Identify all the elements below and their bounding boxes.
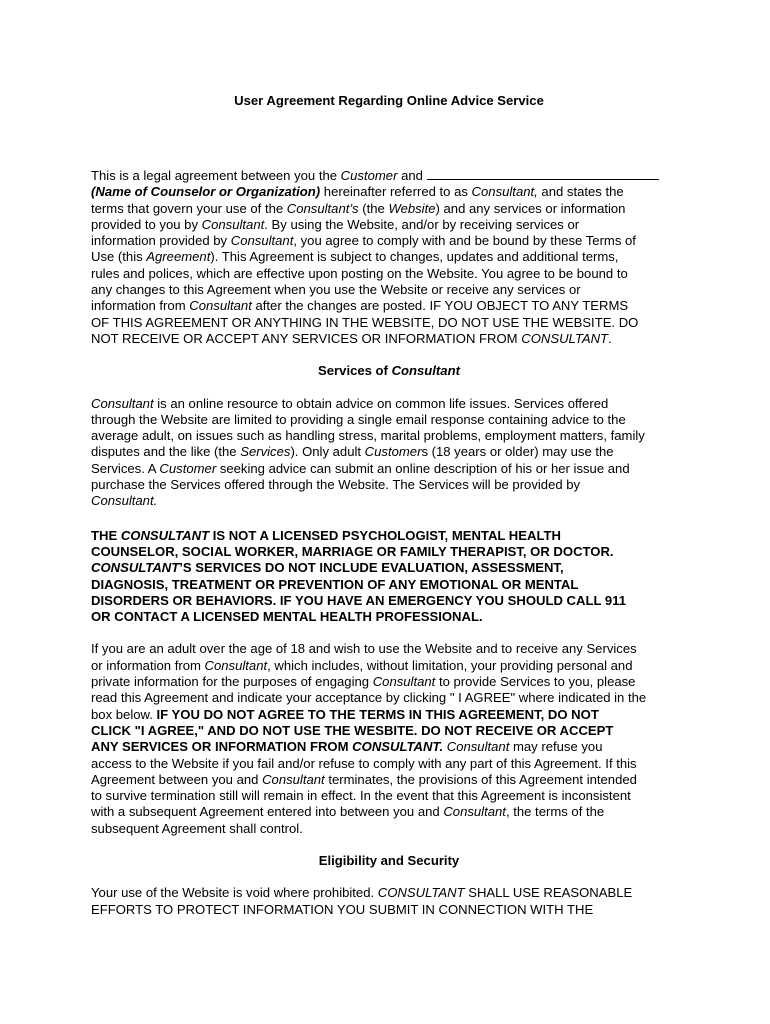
text-line: provided to you by Consultant. By using the Website, and/or by receiving services or xyxy=(91,216,580,232)
text-line: read this Agreement and indicate your acceptance by clicking " I AGREE" where indicated in the xyxy=(91,690,647,706)
eligibility-paragraph xyxy=(91,885,687,918)
text-line: This is a legal agreement between you the Customer and xyxy=(91,166,687,184)
text-line: Consultant is an online resource to obtain advice on common life issues. Services offered xyxy=(91,395,609,411)
text-line: with a subsequent Agreement entered into between you and Consultant, the terms of the xyxy=(91,804,605,820)
text-line: DISORDERS OR BEHAVIORS. IF YOU HAVE AN EMERGENCY YOU SHOULD CALL 911 xyxy=(91,592,626,608)
text-line: terms that govern your use of the Consultant’s (the Website) and any services or information xyxy=(91,200,626,216)
text-line: If you are an adult over the age of 18 and wish to use the Website and to receive any Services xyxy=(91,641,637,657)
adult-acceptance-paragraph xyxy=(91,641,687,837)
counselor-name-blank xyxy=(427,166,659,180)
text-line: CONSULTANT’S SERVICES DO NOT INCLUDE EVALUATION, ASSESSMENT, xyxy=(91,560,564,576)
text-line: DIAGNOSIS, TREATMENT OR PREVENTION OF ANY EMOTIONAL OR MENTAL xyxy=(91,576,579,592)
document-page xyxy=(91,92,687,918)
text-line: any changes to this Agreement when you use the Website or receive any services or xyxy=(91,282,581,298)
text-line: OR CONTACT A LICENSED MENTAL HEALTH PROFESSIONAL. xyxy=(91,609,483,625)
text-line: NOT RECEIVE OR ACCEPT ANY SERVICES OR INFORMATION FROM CONSULTANT. xyxy=(91,330,612,346)
text-line: (Name of Counselor or Organization) hereinafter referred to as Consultant, and states the xyxy=(91,184,624,200)
services-paragraph xyxy=(91,396,687,510)
services-heading: Services of Consultant xyxy=(318,363,460,379)
text-line: ANY SERVICES OR INFORMATION FROM CONSULTANT. Consultant may refuse you xyxy=(91,739,603,755)
eligibility-heading: Eligibility and Security xyxy=(318,852,460,868)
text-line: OF THIS AGREEMENT OR ANYTHING IN THE WEBSITE, DO NOT USE THE WEBSITE. DO xyxy=(91,314,639,330)
warning-paragraph xyxy=(91,528,687,626)
text-line: CLICK "I AGREE," AND DO NOT USE THE WESBITE. DO NOT RECEIVE OR ACCEPT xyxy=(91,722,614,738)
text-line: Use (this Agreement). This Agreement is subject to changes, updates and additional terms, xyxy=(91,249,619,265)
text-line: COUNSELOR, SOCIAL WORKER, MARRIAGE OR FAMILY THERAPIST, OR DOCTOR. xyxy=(91,543,614,559)
text-line: private information for the purposes of engaging Consultant to provide Services to you, please xyxy=(91,674,636,690)
text-line: THE CONSULTANT IS NOT A LICENSED PSYCHOLOGIST, MENTAL HEALTH xyxy=(91,527,561,543)
text-line: EFFORTS TO PROTECT INFORMATION YOU SUBMIT IN CONNECTION WITH THE xyxy=(91,901,594,917)
text-line: Consultant. xyxy=(91,493,158,509)
text-line: Services. A Customer seeking advice can submit an online description of his or her issue and xyxy=(91,460,630,476)
text-line: Agreement between you and Consultant terminates, the provisions of this Agreement intended xyxy=(91,771,637,787)
intro-paragraph xyxy=(91,166,687,347)
text-line: average adult, on issues such as handling stress, marital problems, employment matters, family xyxy=(91,428,645,444)
text-line: through the Website are limited to providing a single email response containing advice to the xyxy=(91,411,626,427)
text-line: information provided by Consultant, you agree to comply with and be bound by these Terms of xyxy=(91,233,636,249)
document-title: User Agreement Regarding Online Advice Service xyxy=(234,93,544,108)
text-line: subsequent Agreement shall control. xyxy=(91,820,303,836)
text-line: or information from Consultant, which includes, without limitation, your providing personal and xyxy=(91,657,633,673)
text-line: box below. IF YOU DO NOT AGREE TO THE TERMS IN THIS AGREEMENT, DO NOT xyxy=(91,706,599,722)
text-line: information from Consultant after the changes are posted. IF YOU OBJECT TO ANY TERMS xyxy=(91,298,629,314)
text-line: Your use of the Website is void where prohibited. CONSULTANT SHALL USE REASONABLE xyxy=(91,885,633,901)
text-line: rules and polices, which are effective upon posting on the Website. You agree to be bound to xyxy=(91,265,628,281)
text-line: access to the Website if you fail and/or refuse to comply with any part of this Agreement. If this xyxy=(91,755,637,771)
text-line: disputes and the like (the Services). Only adult Customers (18 years or older) may use the xyxy=(91,444,614,460)
text-line: purchase the Services offered through the Website. The Services will be provided by xyxy=(91,477,581,493)
text-line: to survive termination still will remain in effect. In the event that this Agreement is inconsistent xyxy=(91,788,631,804)
